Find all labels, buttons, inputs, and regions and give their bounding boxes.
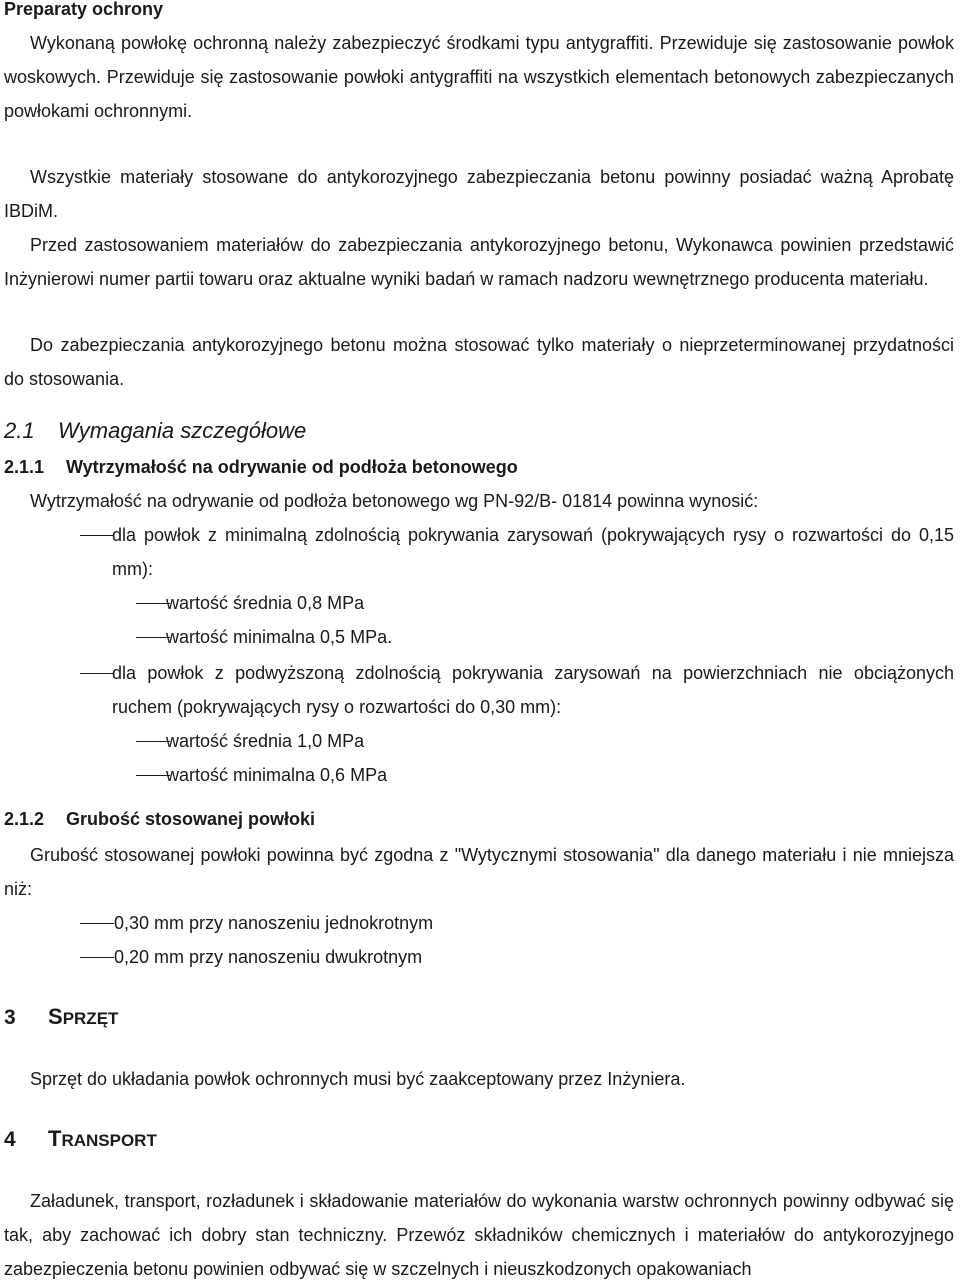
chapter-title-rest: PRZĘT [62, 1009, 119, 1028]
list-item [136, 758, 954, 792]
paragraph-aprobata: Wszystkie materiały stosowane do antykorozyjnego zabezpieczania betonu powinny posiadać ważną Aprobatę IBDiM. [4, 167, 954, 221]
paragraph-partia-towaru: Przed zastosowaniem materiałów do zabezpieczania antykorozyjnego betonu, Wykonawca powinien przedstawić Inżynierowi numer partii towaru oraz aktualne wyniki badań w ramach nadzoru wewnętrznego producenta materiału. [4, 235, 954, 289]
list-item-text: wartość średnia 1,0 MPa [166, 731, 365, 751]
paragraph-grubosc-intro: Grubość stosowanej powłoki powinna być zgodna z "Wytycznymi stosowania" dla danego materiału i nie mniejsza niż: [4, 845, 954, 899]
chapter-number: 4 [4, 1128, 16, 1151]
section-heading-2-1-1 [4, 450, 954, 484]
dash-bullet [80, 518, 110, 586]
list-item [136, 724, 954, 758]
paragraph-antygraffiti: Wykonaną powłokę ochronną należy zabezpieczyć środkami typu antygraffiti. Przewiduje się zastosowanie powłok woskowych. Przewiduje się zastosowanie powłoki antygraffiti na wszystkich elementach betonowych zabezpieczanych powłokami ochronnymi. [4, 33, 954, 121]
section-number: 2.1 [4, 418, 35, 443]
list-item-text: wartość minimalna 0,6 MPa [166, 765, 388, 785]
heading-preparaty-ochrony: Preparaty ochrony [4, 0, 164, 19]
chapter-title-initial: S [48, 1004, 63, 1029]
list-item-text: dla powłok z podwyższoną zdolnością pokrywania zarysowań na powierzchniach nie obciążonych ruchem (pokrywających rysy o rozwartości do 0,30 mm): [112, 663, 954, 717]
dash-bullet [136, 724, 166, 758]
list-item [136, 620, 954, 654]
list-item [80, 906, 954, 940]
list-item-text: dla powłok z minimalną zdolnością pokrywania zarysowań (pokrywających rysy o rozwartości do 0,15 mm): [112, 525, 954, 579]
dash-bullet [80, 656, 110, 724]
dash-bullet [80, 906, 114, 940]
dash-bullet [80, 940, 114, 974]
list-item-text: 0,30 mm przy nanoszeniu jednokrotnym [114, 913, 434, 933]
section-title: Grubość stosowanej powłoki [66, 809, 316, 829]
chapter-heading-sprzet [4, 1000, 954, 1036]
chapter-title-rest: RANSPORT [61, 1131, 157, 1150]
list-item [80, 656, 954, 724]
paragraph-przydatnosc: Do zabezpieczania antykorozyjnego betonu można stosować tylko materiały o nieprzeterminowanej przydatności do stosowania. [4, 335, 954, 389]
dash-bullet [136, 758, 166, 792]
section-number: 2.1.1 [4, 457, 45, 477]
chapter-title-initial: T [48, 1126, 62, 1151]
list-item-text: 0,20 mm przy nanoszeniu dwukrotnym [114, 947, 423, 967]
paragraph-sprzet: Sprzęt do układania powłok ochronnych musi być zaakceptowany przez Inżyniera. [30, 1069, 686, 1089]
section-title: Wymagania szczegółowe [58, 418, 307, 443]
list-item [80, 518, 954, 586]
list-item-text: wartość minimalna 0,5 MPa. [166, 627, 393, 647]
chapter-number: 3 [4, 1006, 16, 1029]
paragraph-wytrzymalosc-intro: Wytrzymałość na odrywanie od podłoża betonowego wg PN-92/B- 01814 powinna wynosić: [30, 491, 759, 511]
section-title: Wytrzymałość na odrywanie od podłoża betonowego [66, 457, 518, 477]
paragraph-transport: Załadunek, transport, rozładunek i składowanie materiałów do wykonania warstw ochronnych powinny odbywać się tak, aby zachować ich dobry stan techniczny. Przewóz składników chemicznych i materiałów do antykorozyjnego zabezpieczenia betonu powinien odbywać się w szczelnych i nieuszkodzonych opakowaniach [4, 1191, 954, 1279]
section-heading-2-1 [4, 414, 954, 448]
section-heading-2-1-2 [4, 802, 954, 836]
chapter-heading-transport [4, 1122, 954, 1158]
list-item [80, 940, 954, 974]
list-item-text: wartość średnia 0,8 MPa [166, 593, 365, 613]
list-item [136, 586, 954, 620]
dash-bullet [136, 620, 166, 654]
dash-bullet [136, 586, 166, 620]
section-number: 2.1.2 [4, 809, 45, 829]
